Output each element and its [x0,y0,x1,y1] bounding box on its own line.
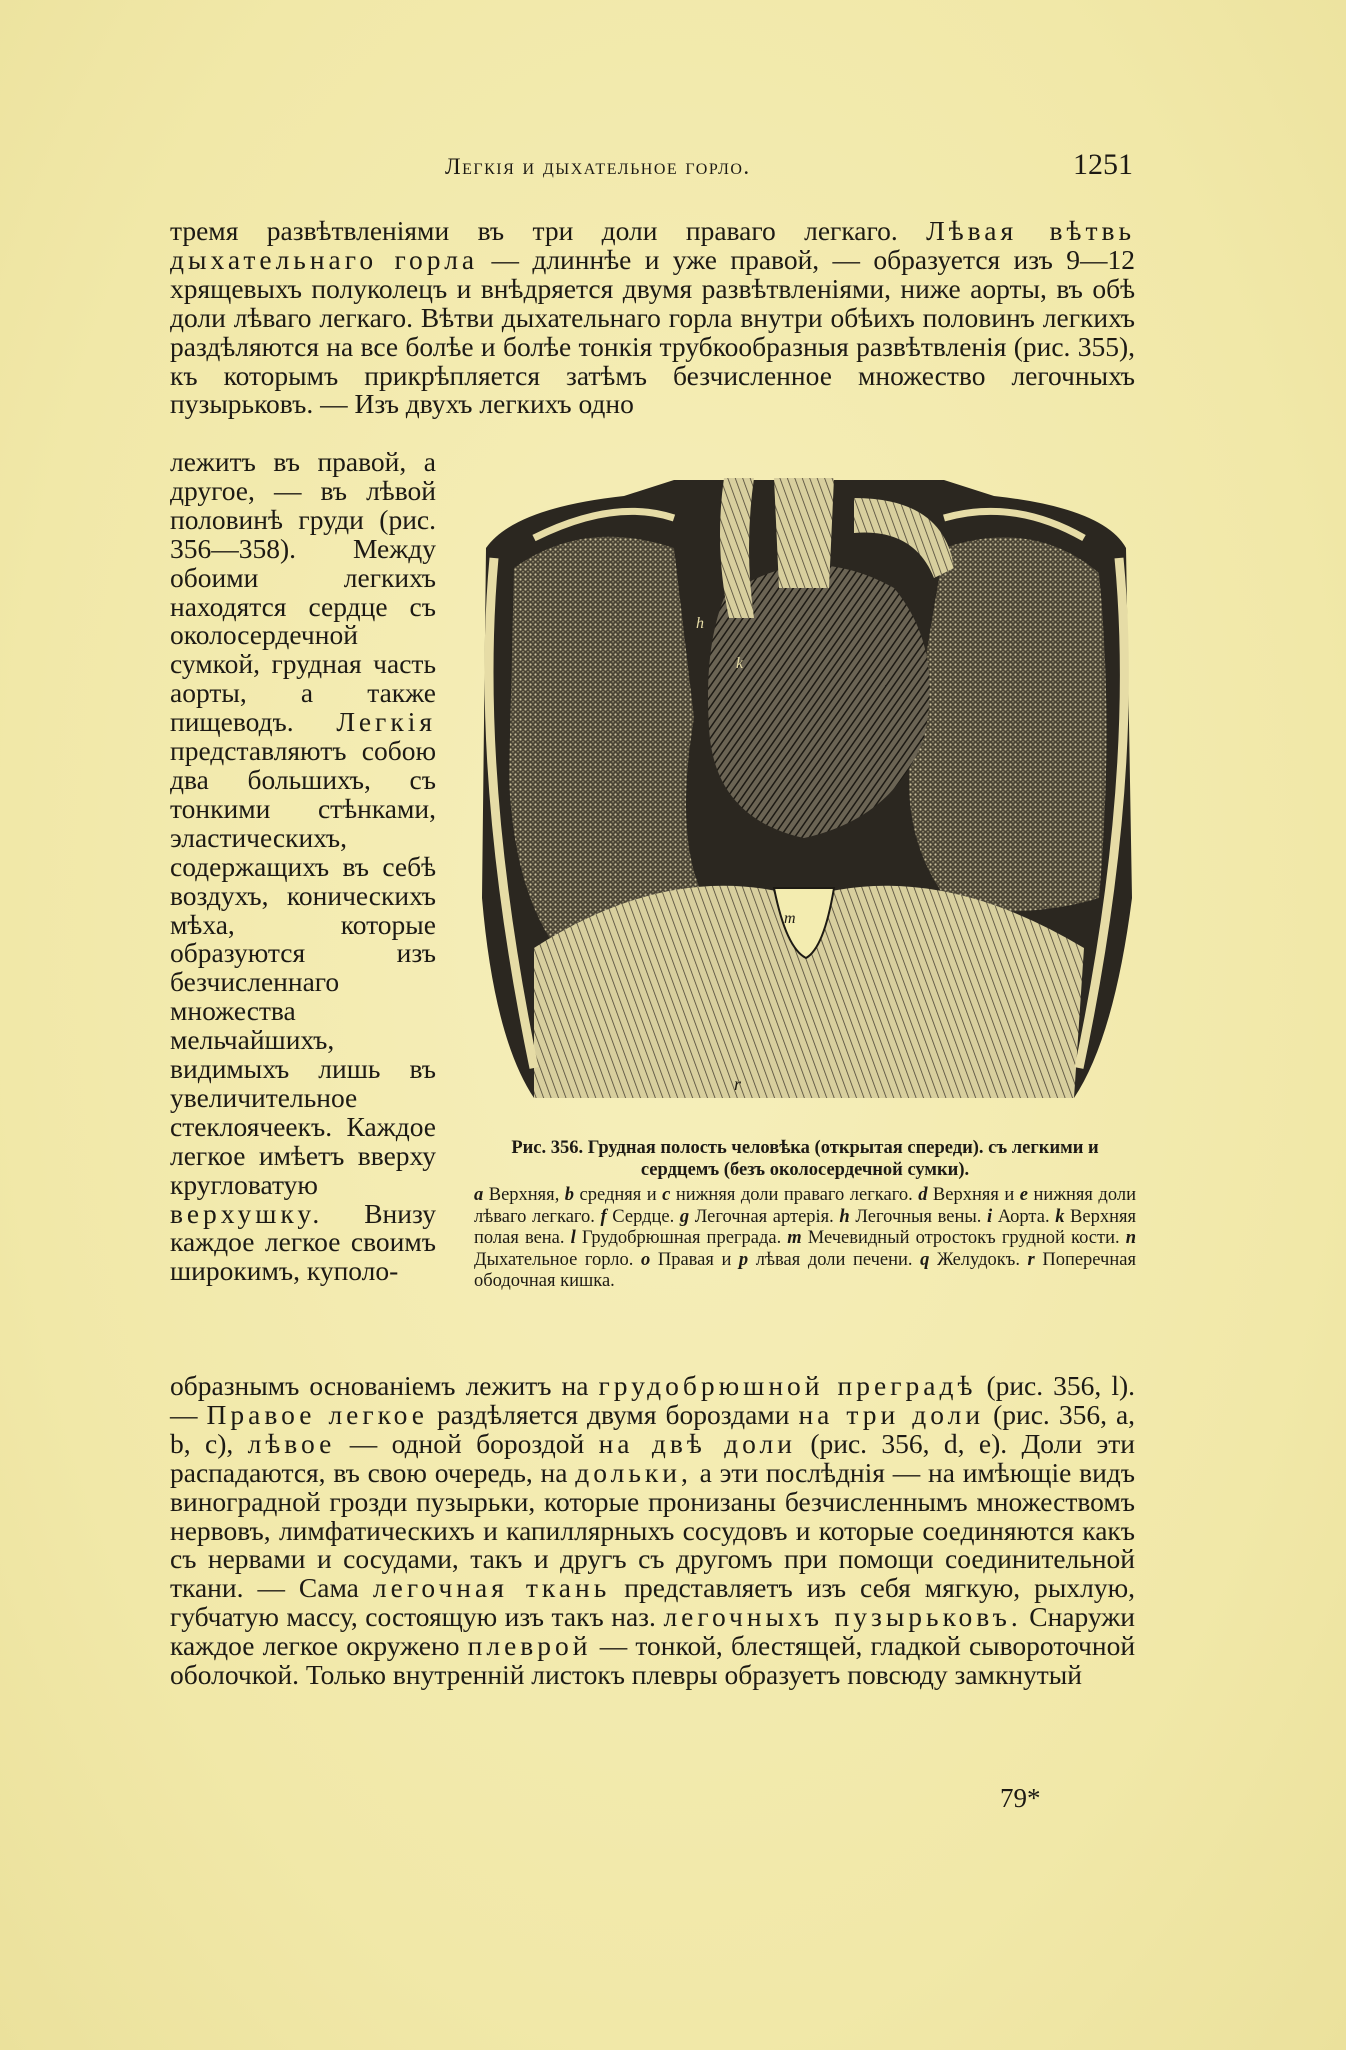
text-run: образнымъ основаніемъ лежитъ на [170,1370,589,1401]
legend-letter: p [738,1249,749,1270]
spaced-term-three-lobes: на три доли [798,1398,985,1430]
superior-vena-cava [720,478,754,618]
legend-text: лѣвая доли печени. [748,1249,921,1270]
legend-letter: d [918,1185,928,1205]
caption-title [474,1138,1136,1181]
text-run: представляютъ собою два большихъ, съ тонкими стѣнками, эластическихъ, содержащихъ въ себѣ воздухъ, коническихъ мѣха, которые образуются изъ безчисленнаго множества мельчайшихъ, видимыхъ лишь въ увеличительное стеклоячеекъ. Каждое легкое имѣетъ вверху кругловатую [170,735,436,1200]
figure-label-m: m [784,910,796,927]
legend-letter: b [564,1185,575,1205]
caption-label: Рис. 356. [511,1138,584,1158]
anatomy-engraving [474,478,1136,1118]
paragraph-top [170,217,1135,419]
text-run: (рис. 356, d, e). Доли эти распадаются, въ свою очередь, на [170,1427,1136,1488]
legend-text: нижняя доли праваго легкаго. [670,1185,919,1205]
text-run: — одной бороздой [349,1427,585,1459]
legend-text: Сердце. [606,1206,680,1227]
legend-letter: m [787,1228,802,1248]
spaced-term-left-lung: лѣвое [247,1427,336,1459]
running-title: Легкія и дыхательное горло. [445,154,751,179]
text-run: — длиннѣе и уже правой, — образуется изъ 9—12 хрящевыхъ полуколецъ и внѣдряется двумя развѣтвленіями, ниже аорты, въ обѣ доли лѣваго легкаго. Вѣтви дыхательнаго горла внутри обѣихъ половинъ легкихъ раздѣляются на все болѣе и болѣе тонкія трубкообразныя развѣтвленія (рис. 355), къ которымъ прикрѣпляется затѣмъ безчисленное множество легочныхъ пузырьковъ. — Изъ двухъ легкихъ одно [170,243,1135,420]
legend-letter: g [679,1206,690,1227]
legend-text: Верхняя и [927,1185,1020,1205]
legend-text: Грудобрюшная преграда. [575,1228,788,1248]
legend-text: Верхняя полая вена. [474,1206,1137,1248]
legend-text: Дыхательное горло. [474,1249,641,1270]
page-header [170,148,1135,188]
spaced-term-lobules: дольки, [575,1456,692,1488]
legend-letter: f [600,1206,607,1227]
legend-text: Аорта. [992,1206,1056,1227]
signature-mark: 79* [1000,1783,1041,1813]
legend-text: Мечевидный отростокъ грудной кости. [801,1228,1126,1248]
text-run: тремя развѣтвленіями въ три доли праваго легкаго. [170,215,898,246]
legend-text: Правая и [650,1249,739,1270]
text-run: — тонкой, блестящей, гладкой сывороточной оболочкой. Только внутренній листокъ плевры образуетъ повсюду замкнутый [170,1630,1136,1691]
legend-text: Поперечная ободочная кишка. [474,1249,1136,1291]
text-run: раздѣляется двумя бороздами [436,1398,790,1430]
legend-letter: i [987,1206,993,1227]
spaced-term-diaphragm: грудобрюшной преградѣ [598,1370,977,1401]
legend-text: Легочныя вены. [849,1206,987,1227]
left-lung [909,537,1107,911]
legend-text: Легочная артерія. [689,1206,840,1227]
text-run: а эти послѣднія — на имѣющіе видъ виноградной грозди пузырьки, которые пронизаны безчисленнымъ множествомъ нервовъ, лимфатическихъ и капиллярныхъ сосудовъ и которые соединяются какъ съ нервами и сосудами, такъ и другъ съ другомъ при помощи соединительной ткани. — Сама [170,1456,1135,1604]
spaced-term-lung-tissue: легочная ткань [372,1572,611,1604]
thoracic-cavity-illustration [474,478,1136,1118]
legend-letter: e [1019,1185,1028,1205]
page-number: 1251 [1073,148,1133,181]
text-run: (рис. 356, l). — [170,1370,1136,1430]
trachea [774,478,834,588]
spaced-term-right-lung: Правое легкое [206,1398,428,1430]
legend-letter: c [662,1185,671,1205]
spaced-term-apex: верхушку. [170,1197,324,1229]
legend-text: нижняя доли лѣваго легкаго. [474,1185,1136,1227]
text-run: Снаружи каждое легкое окружено [170,1601,1136,1662]
text-run: представляетъ изъ себя мягкую, рыхлую, губчатую массу, состоящую изъ такъ наз. [170,1572,1136,1633]
text-run: лежитъ въ правой, а другое, — въ лѣвой половинѣ груди (рис. 356—358). Между обоими легкихъ находятся сердце съ околосердечной сумкой, грудная часть аорты, а также пищеводъ. [170,446,436,738]
paragraph-left-column [170,448,436,1286]
legend-letter: l [570,1228,576,1248]
text-run: (рис. 356, a, b, c), [170,1398,1136,1459]
legend-letter: n [1125,1228,1137,1248]
caption-legend [474,1185,1136,1293]
spaced-term-left-bronchus: Лѣвая вѣтвь дыхательнаго горла [170,215,1136,275]
spaced-term-pleura: плеврой [467,1630,592,1662]
spaced-term-two-lobes: на двѣ доли [598,1427,796,1459]
legend-letter: r [1027,1249,1035,1270]
figure-label-h: h [696,615,704,632]
legend-letter: q [920,1249,930,1270]
legend-letter: h [839,1206,850,1227]
caption-title-text: Грудная полость человѣка (открытая спереди). съ легкими и сердцемъ (безъ околосердечной сумки). [587,1138,1099,1180]
legend-letter: o [641,1249,651,1270]
figure-caption [474,1138,1136,1293]
legend-text: Желудокъ. [929,1249,1028,1270]
figure-label-k: k [736,655,744,672]
text-run: Внизу каждое легкое своимъ широкимъ, куполо- [170,1197,436,1287]
legend-text: средняя и [574,1185,663,1205]
spaced-term-lungs: Легкія [336,706,436,738]
legend-letter: a [474,1185,484,1205]
legend-text: Верхняя, [483,1185,565,1205]
spaced-term-alveoli: легочныхъ пузырьковъ. [663,1601,1022,1633]
legend-letter: k [1055,1206,1065,1227]
figure-label-r: r [734,1074,742,1094]
paragraph-bottom [170,1372,1135,1690]
